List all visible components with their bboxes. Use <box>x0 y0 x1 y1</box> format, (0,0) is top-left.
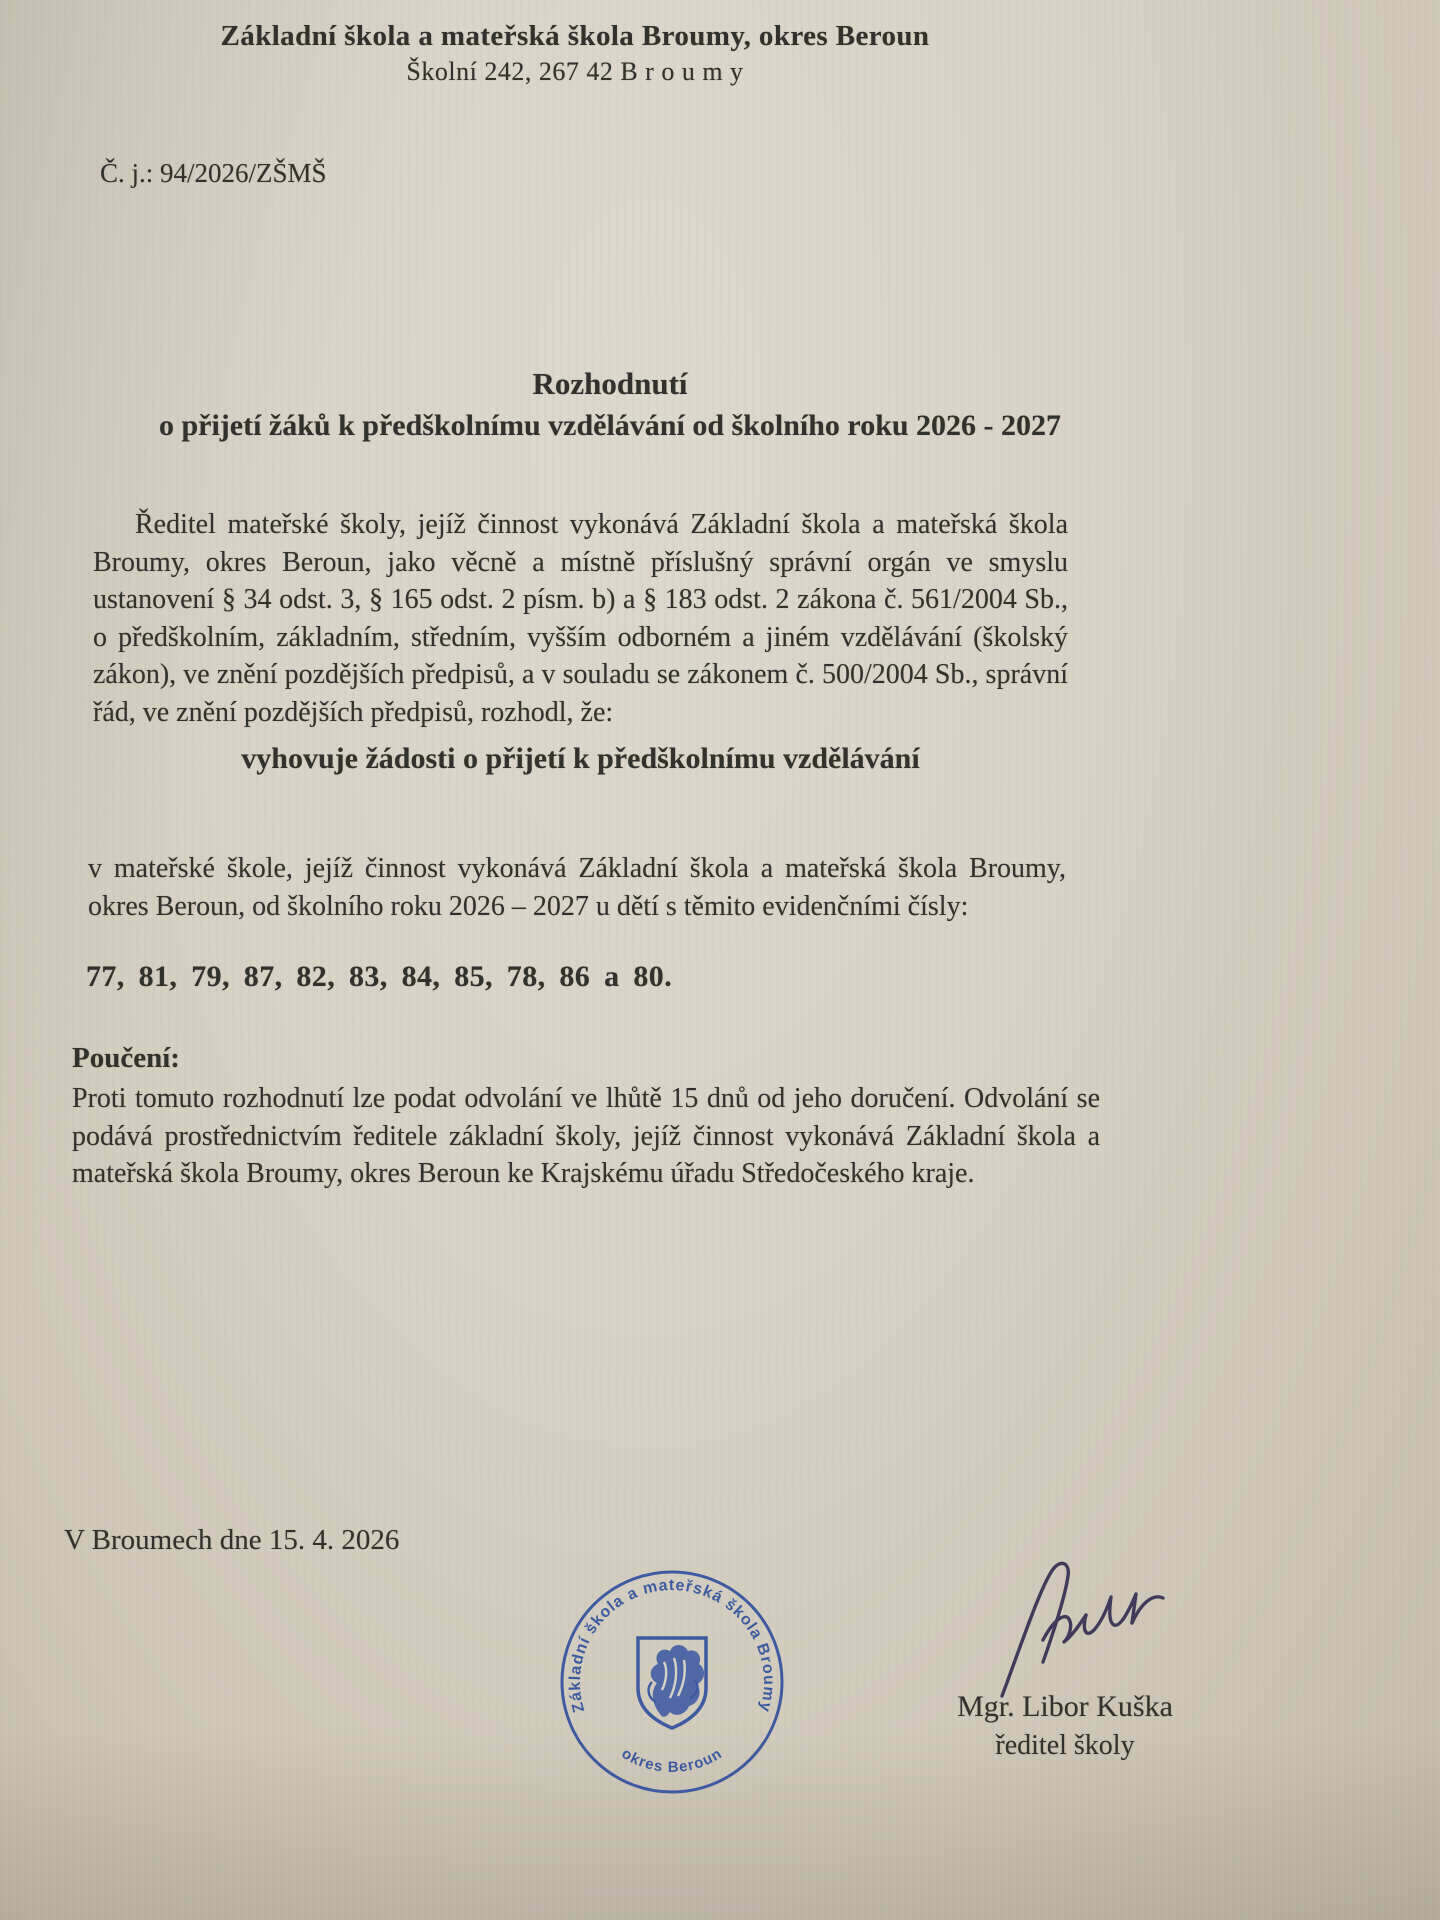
scope-paragraph: v mateřské škole, jejíž činnost vykonává Základní škola a mateřská škola Broumy, okres Beroun, od školního roku 2026 – 2027 u dětí s těmito evidenčními čísly: <box>88 853 1066 922</box>
stamp-text-top: Základní škola a mateřská škola Broumy <box>566 1577 778 1715</box>
signatory-name: Mgr. Libor Kuška <box>957 1690 1173 1723</box>
notice-section <box>72 1042 1100 1193</box>
date-line: V Broumech dne 15. 4. 2026 <box>64 1524 400 1556</box>
svg-text:okres Beroun <box>619 1745 726 1776</box>
stamp-text-bottom: okres Beroun <box>618 1744 726 1777</box>
school-address: Školní 242, 267 42 B r o u m y <box>406 57 744 86</box>
reference-number: Č. j.: 94/2026/ZŠMŠ <box>100 158 327 188</box>
handwritten-signature <box>988 1548 1198 1708</box>
evidence-numbers: 77, 81, 79, 87, 82, 83, 84, 85, 78, 86 a 80. <box>86 960 673 993</box>
verdict-statement: vyhovuje žádosti o přijetí k předškolnímu vzdělávání <box>241 742 920 775</box>
notice-heading: Poučení: <box>72 1042 180 1074</box>
document-title: Rozhodnutí <box>532 366 688 401</box>
school-name: Základní škola a mateřská škola Broumy, okres Beroun <box>220 20 930 52</box>
intro-paragraph: Ředitel mateřské školy, jejíž činnost vykonává Základní škola a mateřská škola Broumy, okres Beroun, jako věcně a místně příslušný správní orgán ve smyslu ustanovení § 34 odst. 3, § 165 odst. 2 písm. b) a § 183 odst. 2 zákona č. 561/2004 Sb., o předškolním, základním, středním, vyšším odborném a jiném vzdělávání (školský zákon), ve znění pozdějších předpisů, a v souladu se zákonem č. 500/2004 Sb., správní řád, ve znění pozdějších předpisů, rozhodl, že: <box>93 509 1068 728</box>
notice-paragraph: Proti tomuto rozhodnutí lze podat odvolání ve lhůtě 15 dnů od jeho doručení. Odvolání se podává prostřednictvím ředitele základní školy, jejíž činnost vykonává Základní škola a mateřská škola Broumy, okres Beroun ke Krajskému úřadu Středočeského kraje. <box>72 1083 1100 1189</box>
school-stamp-seal-icon <box>552 1562 792 1802</box>
document-subtitle: o přijetí žáků k předškolnímu vzdělávání od školního roku 2026 - 2027 <box>158 409 1062 442</box>
title-block <box>110 366 1110 443</box>
letterhead <box>0 20 1150 87</box>
signatory-title: ředitel školy <box>995 1730 1135 1761</box>
stamp-lion-shield-icon <box>638 1638 706 1728</box>
signatory-block <box>900 1690 1230 1762</box>
